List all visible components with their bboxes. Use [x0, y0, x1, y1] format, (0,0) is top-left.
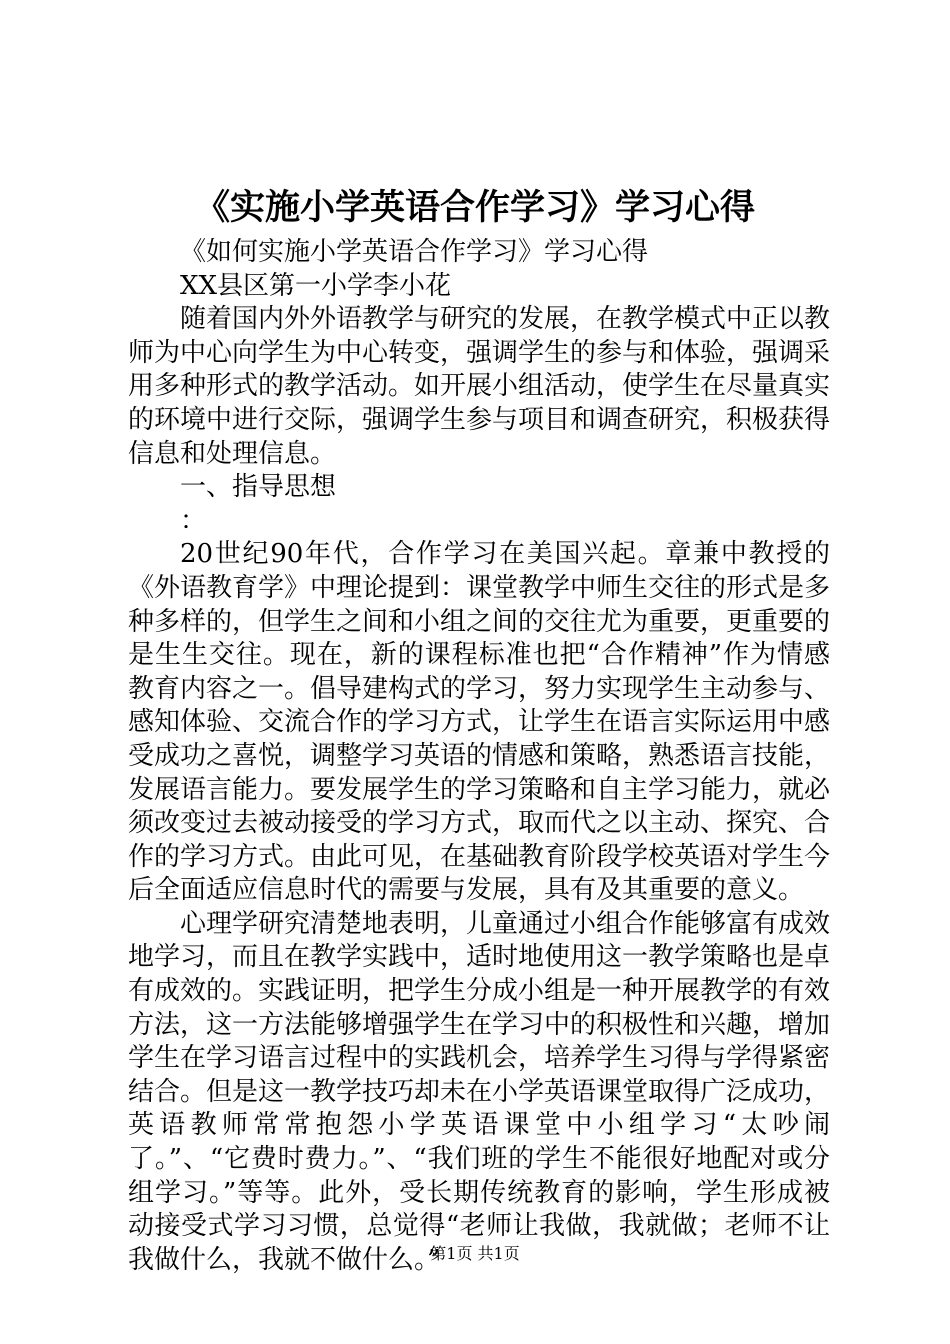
document-title: 《实施小学英语合作学习》学习心得	[194, 187, 755, 228]
page-footer: 第1页 共1页	[430, 1244, 520, 1263]
paragraph-psychology: 心理学研究清楚地表明，儿童通过小组合作能够富有成效地学习，而且在教学实践中，适时地使用这一教学策略也是卓有成效的。实践证明，把学生分成小组是一种开展教学的有效方法，这一方法能够增强学生在学习中的积极性和兴趣，增加学生在学习语言过程中的实践机会，培养学生习得与学得紧密结合。但是这一教学技巧却未在小学英语课堂取得广泛成功，英语教师常常抱怨小学英语课堂中小组学习“太吵闹了。”、“它费时费力。”、“我们班的学生不能很好地配对或分组学习。”等等。此外，受长期传统教育的影响，学生形成被动接受式学习习惯，总觉得“老师让我做，我就做；老师不让我做什么，我就不做什么。”	[128, 908, 831, 1275]
paragraph-author: XX县区第一小学李小花	[180, 270, 452, 301]
paragraph-colon: ：	[180, 505, 207, 536]
paragraph-background: 20世纪90年代，合作学习在美国兴起。章兼中教授的《外语教育学》中理论提到：课堂教学中师生交往的形式是多种多样的，但学生之间和小组之间的交往尤为重要，更重要的是生生交往。现在，新的课程标准也把“合作精神”作为情感教育内容之一。倡导建构式的学习，努力实现学生主动参与、感知体验、交流合作的学习方式，让学生在语言实际运用中感受成功之喜悦，调整学习英语的情感和策略，熟悉语言技能，发展语言能力。要发展学生的学习策略和自主学习能力，就必须改变过去被动接受的学习方式，取而代之以主动、探究、合作的学习方式。由此可见，在基础教育阶段学校英语对学生今后全面适应信息时代的需要与发展，具有及其重要的意义。	[128, 539, 831, 906]
paragraph-subtitle: 《如何实施小学英语合作学习》学习心得	[180, 237, 649, 267]
document-body	[128, 236, 830, 1277]
paragraph-intro: 随着国内外外语教学与研究的发展，在教学模式中正以教师为中心向学生为中心转变，强调学生的参与和体验，强调采用多种形式的教学活动。如开展小组活动，使学生在尽量真实的环境中进行交际，强调学生参与项目和调查研究，积极获得信息和处理信息。	[128, 304, 831, 469]
section-heading-guiding-idea: 一、指导思想	[180, 472, 337, 503]
